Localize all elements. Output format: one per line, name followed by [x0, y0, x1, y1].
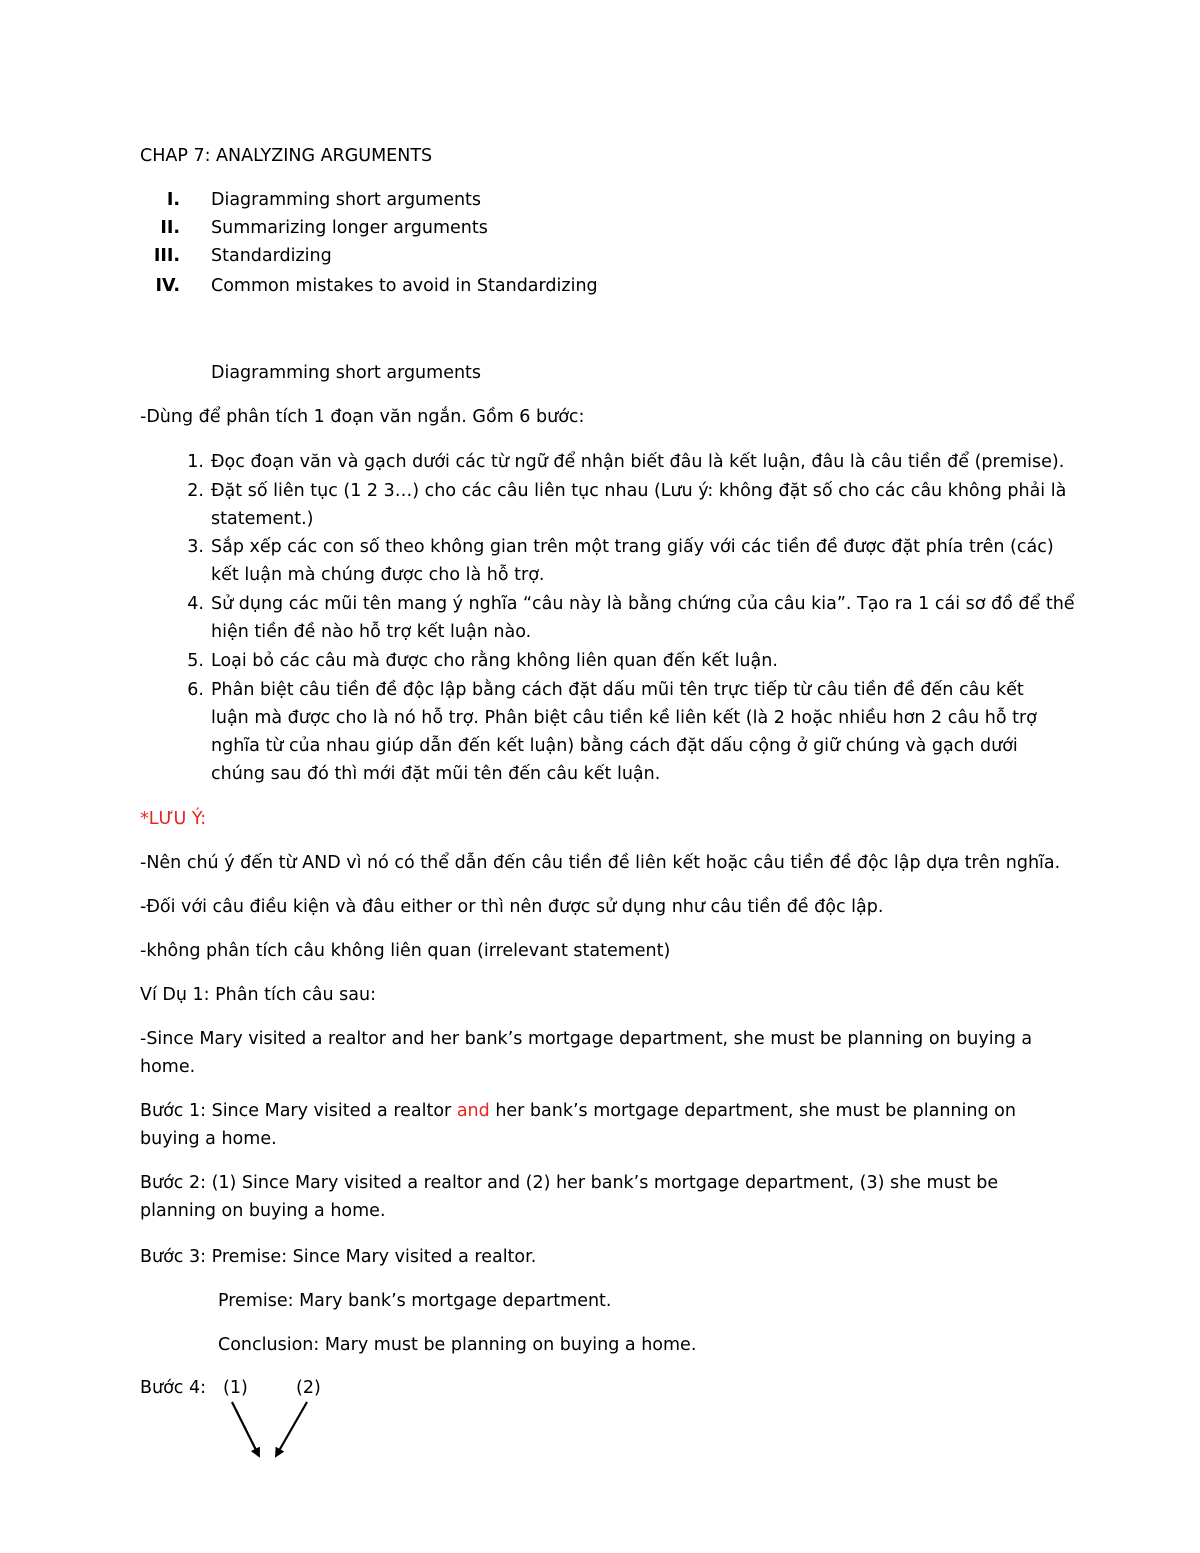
step-number: 1. [187, 452, 204, 472]
step-line: chúng sau đó thì mới đặt mũi tên đến câu kết luận. [211, 764, 661, 784]
step-line: Sắp xếp các con số theo không gian trên một trang giấy với các tiền đề được đặt phía trên (các) [211, 537, 1054, 557]
step3-line: Bước 3: Premise: Since Mary visited a realtor. [140, 1247, 537, 1267]
step-line: kết luận mà chúng được cho là hỗ trợ. [211, 565, 545, 585]
step-line: Đặt số liên tục (1 2 3…) cho các câu liên tục nhau (Lưu ý: không đặt số cho các câu không phải là [211, 481, 1067, 501]
outline-numeral: III. [153, 246, 180, 266]
step4-label: Bước 4: [140, 1378, 207, 1398]
step-number: 6. [187, 680, 204, 700]
step-line: Sử dụng các mũi tên mang ý nghĩa “câu này là bằng chứng của câu kia”. Tạo ra 1 cái sơ đồ để thể [211, 594, 1075, 614]
arrow-2-to-conclusion [276, 1402, 307, 1456]
step-line: Phân biệt câu tiền đề độc lập bằng cách đặt dấu mũi tên trực tiếp từ câu tiền đề đến câu kết [211, 680, 1024, 700]
step-line: Đọc đoạn văn và gạch dưới các từ ngữ để nhận biết đâu là kết luận, đâu là câu tiền để (premise). [211, 452, 1065, 472]
section-heading: Diagramming short arguments [211, 363, 482, 383]
outline-numeral: I. [166, 190, 180, 210]
step4-node-1: (1) [223, 1378, 248, 1398]
arrow-1-to-conclusion [232, 1402, 259, 1456]
outline-item: Common mistakes to avoid in Standardizing [211, 276, 598, 296]
example-label: Ví Dụ 1: Phân tích câu sau: [140, 985, 376, 1005]
step4-node-2: (2) [296, 1378, 321, 1398]
step1-prefix: Bước 1: Since Mary visited a realtor [140, 1101, 457, 1121]
step-line: luận mà được cho là nó hỗ trợ. Phân biệt câu tiền kề liên kết (là 2 hoặc nhiều hơn 2 câu hỗ trợ [211, 708, 1037, 728]
note-heading: *LƯU Ý: [140, 809, 207, 829]
step-number: 4. [187, 594, 204, 614]
outline-item: Diagramming short arguments [211, 190, 482, 210]
step2-line: planning on buying a home. [140, 1201, 386, 1221]
note-line: -Nên chú ý đến từ AND vì nó có thể dẫn đến câu tiền đề liên kết hoặc câu tiền đề độc lập dựa trên nghĩa. [140, 853, 1061, 873]
intro-text: -Dùng để phân tích 1 đoạn văn ngắn. Gồm 6 bước: [140, 407, 585, 427]
note-line: -không phân tích câu không liên quan (irrelevant statement) [140, 941, 671, 961]
step-number: 3. [187, 537, 204, 557]
outline-numeral: II. [160, 218, 180, 238]
example-sentence: -Since Mary visited a realtor and her bank’s mortgage department, she must be planning on buying a [140, 1029, 1033, 1049]
outline-item: Summarizing longer arguments [211, 218, 488, 238]
step2-line: Bước 2: (1) Since Mary visited a realtor and (2) her bank’s mortgage department, (3) she must be [140, 1173, 999, 1193]
step3-premise: Premise: Mary bank’s mortgage department. [218, 1291, 612, 1311]
example-sentence: home. [140, 1057, 196, 1077]
step-line: nghĩa từ của nhau giúp dẫn đến kết luận) bằng cách đặt dấu cộng ở giữ chúng và gạch dưới [211, 736, 1018, 756]
step-number: 2. [187, 481, 204, 501]
step1-highlight-and: and [456, 1101, 490, 1121]
step1-suffix: her bank’s mortgage department, she must be planning on [489, 1101, 1016, 1121]
chapter-title: CHAP 7: ANALYZING ARGUMENTS [140, 146, 433, 166]
outline-numeral: IV. [155, 276, 180, 296]
step3-conclusion: Conclusion: Mary must be planning on buying a home. [218, 1335, 697, 1355]
step-line: Loại bỏ các câu mà được cho rằng không liên quan đến kết luận. [211, 651, 778, 671]
step-number: 5. [187, 651, 204, 671]
outline-item: Standardizing [211, 246, 332, 266]
note-line: -Đối với câu điều kiện và đâu either or thì nên được sử dụng như câu tiền đề độc lập. [140, 897, 884, 917]
step-line: hiện tiền đề nào hỗ trợ kết luận nào. [211, 622, 532, 642]
step-line: statement.) [211, 509, 314, 529]
step1-line2: buying a home. [140, 1129, 277, 1149]
